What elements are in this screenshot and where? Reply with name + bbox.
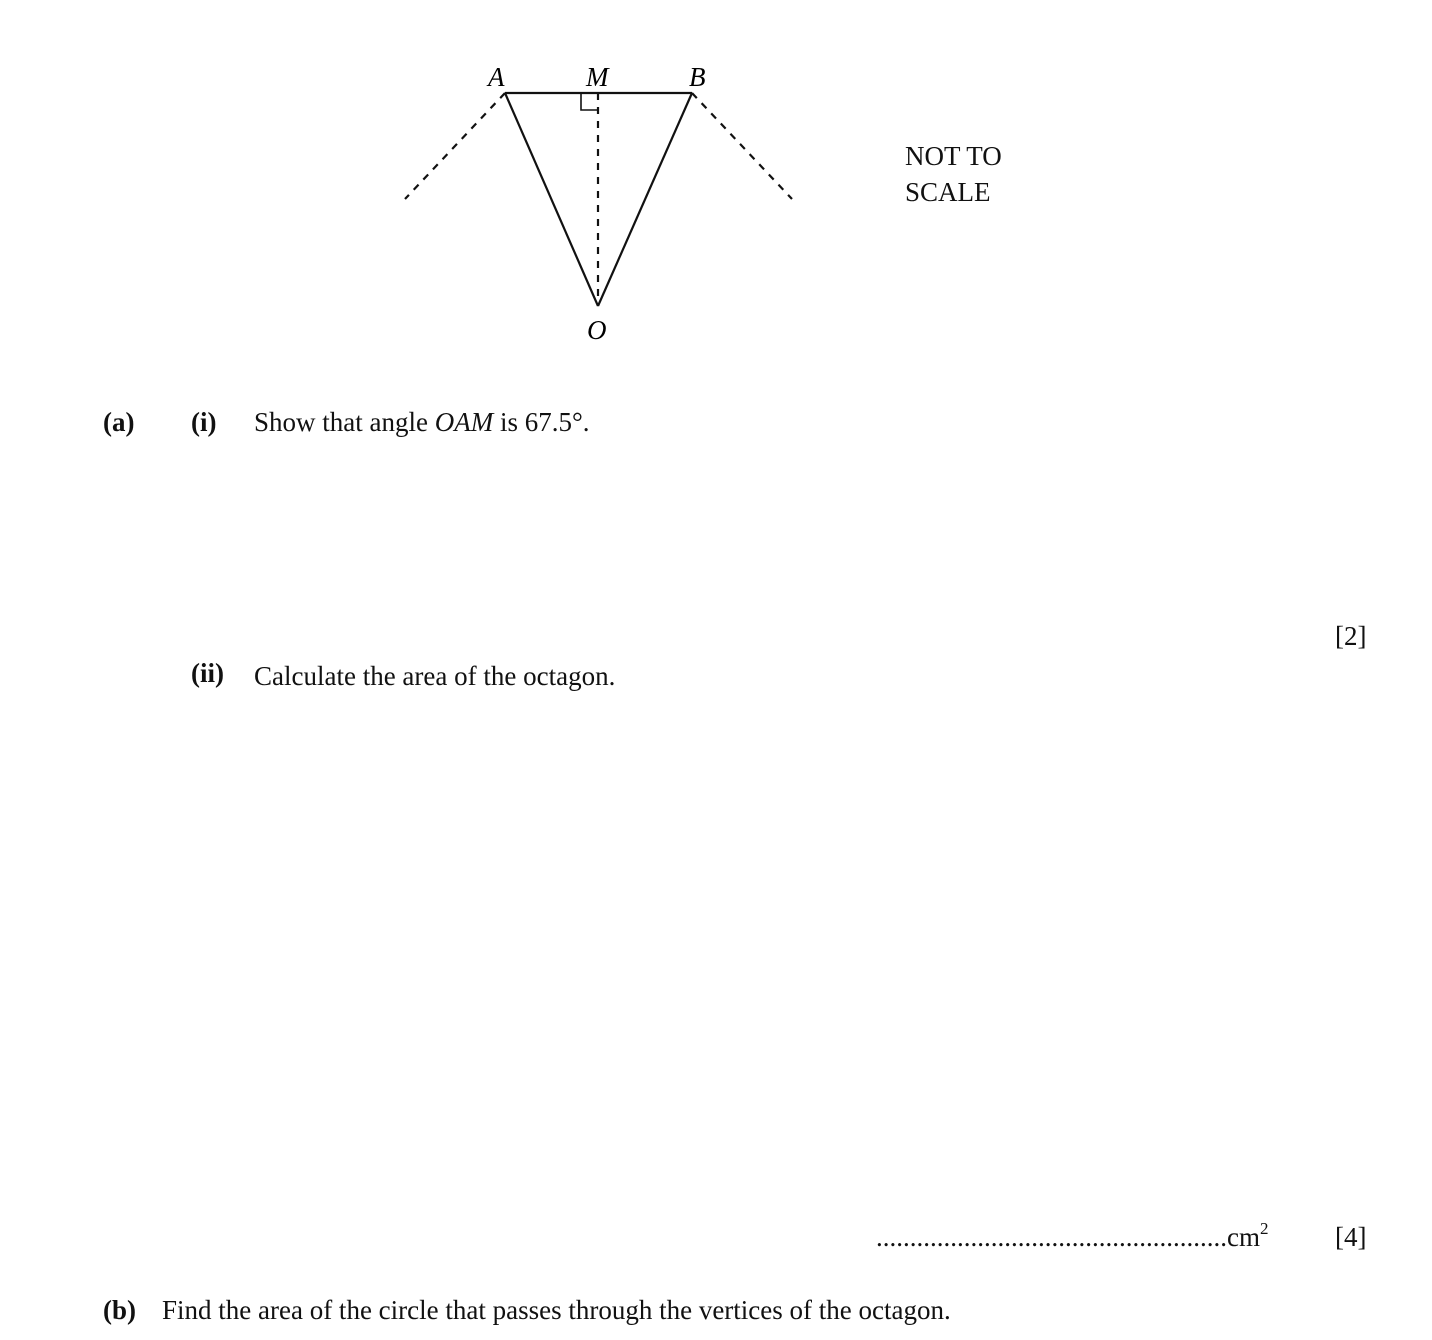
answer-dots: .................................................... [876, 1222, 1227, 1252]
label-o: O [587, 315, 607, 345]
part-ii-label: (ii) [191, 658, 224, 688]
part-i-marks: [2] [1335, 621, 1367, 651]
side-ob [598, 93, 692, 306]
scale-note-line2: SCALE [905, 177, 991, 207]
label-a: A [488, 62, 505, 92]
part-i-text-italic: OAM [434, 407, 494, 437]
label-b: B [689, 62, 706, 92]
answer-unit: cm [1227, 1222, 1260, 1252]
question-a-label: (a) [103, 407, 135, 437]
question-b-text: Find the area of the circle that passes through the vertices of the octagon. [162, 1295, 951, 1325]
octagon-triangle-diagram [0, 0, 1432, 380]
dashed-side-right [692, 93, 792, 199]
part-i-question [254, 406, 590, 438]
dashed-side-left [405, 93, 505, 199]
answer-unit-power: 2 [1260, 1219, 1269, 1238]
label-m: M [586, 62, 609, 92]
part-i-text-before: Show that angle [254, 407, 435, 437]
right-angle-marker [581, 93, 598, 110]
part-i-label: (i) [191, 407, 217, 437]
part-i-text-after: is 67.5°. [493, 407, 590, 437]
question-b-label: (b) [103, 1295, 136, 1325]
side-oa [505, 93, 598, 306]
scale-note-line1: NOT TO [905, 141, 1002, 171]
part-ii-marks: [4] [1335, 1222, 1367, 1252]
part-ii-answer-line [876, 1221, 1269, 1253]
part-ii-question: Calculate the area of the octagon. [254, 661, 616, 691]
